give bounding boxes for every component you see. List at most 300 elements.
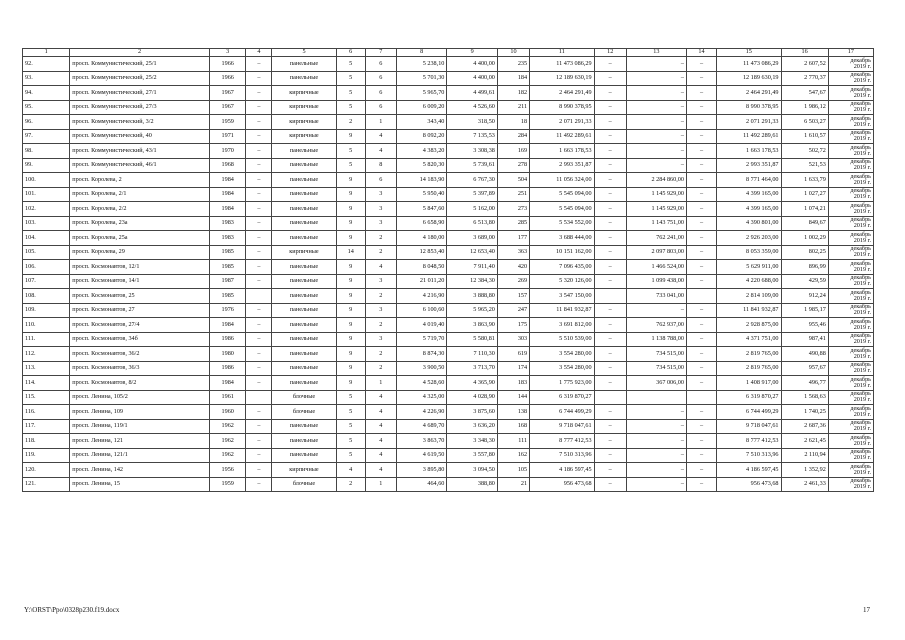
total-area-cell: 3 900,50 [396, 361, 447, 376]
total-area-cell: 6 100,60 [396, 303, 447, 318]
repair-cost-cell: 7 096 435,00 [530, 260, 594, 275]
floors-cell: 2 [336, 115, 365, 130]
repair-cost-cell: 956 473,68 [530, 477, 594, 492]
floors-cell: 9 [336, 187, 365, 202]
total-area-cell: 5 719,70 [396, 332, 447, 347]
cost-per-sqm-cell: 6 503,27 [781, 115, 828, 130]
entrances-cell: 4 [365, 448, 396, 463]
deadline-month: декабрь [850, 303, 871, 311]
deadline-year: 2019 г. [853, 396, 871, 404]
floors-cell: 5 [336, 434, 365, 449]
residents-cell: 285 [497, 216, 529, 231]
col-13-cell: – [626, 144, 686, 159]
table-row [23, 173, 874, 188]
total-area-cell: 4 226,90 [396, 405, 447, 420]
deadline-year: 2019 г. [853, 149, 871, 157]
col-4-cell: – [246, 129, 272, 144]
col-15-cell: 4 220 688,00 [717, 274, 781, 289]
col-4-cell [246, 289, 272, 304]
col-13-cell: – [626, 115, 686, 130]
floors-cell: 14 [336, 245, 365, 260]
table-row [23, 477, 874, 492]
floors-cell: 9 [336, 303, 365, 318]
deadline-month: декабрь [850, 129, 871, 137]
living-area-cell: 12 384,30 [447, 274, 498, 289]
wall-material-cell: панельные [272, 216, 336, 231]
address-cell: просп. Коммунистический, 25/2 [70, 71, 210, 86]
col-4-cell: – [246, 158, 272, 173]
cost-per-sqm-cell: 1 633,79 [781, 173, 828, 188]
deadline-month: декабрь [850, 288, 871, 296]
repair-cost-cell: 11 492 289,61 [530, 129, 594, 144]
col-15-cell: 6 319 870,27 [717, 390, 781, 405]
col-12-cell: – [594, 216, 626, 231]
col-15-cell: 2 928 875,00 [717, 318, 781, 333]
col-4-cell: – [246, 332, 272, 347]
deadline-year: 2019 г. [853, 91, 871, 99]
deadline-cell [828, 100, 873, 115]
floors-cell: 9 [336, 332, 365, 347]
year-built-cell: 1986 [209, 361, 246, 376]
residents-cell: 182 [497, 86, 529, 101]
repair-cost-cell: 12 189 630,19 [530, 71, 594, 86]
col-13-cell: 762 937,00 [626, 318, 686, 333]
col-12-cell: – [594, 187, 626, 202]
col-14-cell: – [686, 274, 716, 289]
col-12-cell: – [594, 129, 626, 144]
col-15-cell: 8 771 464,00 [717, 173, 781, 188]
deadline-year: 2019 г. [853, 338, 871, 346]
col-14-cell: – [686, 376, 716, 391]
deadline-cell [828, 318, 873, 333]
deadline-year: 2019 г. [853, 222, 871, 230]
total-area-cell: 4 325,00 [396, 390, 447, 405]
column-number-row [23, 49, 874, 57]
total-area-cell: 3 863,70 [396, 434, 447, 449]
cost-per-sqm-cell: 2 461,33 [781, 477, 828, 492]
col-15-cell: 2 814 109,00 [717, 289, 781, 304]
deadline-cell [828, 303, 873, 318]
table-row [23, 231, 874, 246]
year-built-cell: 1984 [209, 187, 246, 202]
living-area-cell: 3 689,00 [447, 231, 498, 246]
col-15-cell: 1 408 917,00 [717, 376, 781, 391]
living-area-cell: 3 348,30 [447, 434, 498, 449]
repair-cost-cell: 5 510 539,00 [530, 332, 594, 347]
col-13-cell: – [626, 86, 686, 101]
address-cell: просп. Коммунистический, 46/1 [70, 158, 210, 173]
table-row [23, 434, 874, 449]
deadline-month: декабрь [850, 245, 871, 253]
deadline-year: 2019 г. [853, 454, 871, 462]
col-12-cell: – [594, 231, 626, 246]
col-15-cell: 6 744 499,29 [717, 405, 781, 420]
living-area-cell: 3 308,38 [447, 144, 498, 159]
col-13-cell: 1 138 788,00 [626, 332, 686, 347]
address-cell: просп. Космонавтов, 25 [70, 289, 210, 304]
col-12-cell [594, 289, 626, 304]
col-12-cell: – [594, 376, 626, 391]
address-cell: просп. Ленина, 121 [70, 434, 210, 449]
year-built-cell: 1970 [209, 144, 246, 159]
col-4-cell: – [246, 419, 272, 434]
col-14-cell [686, 390, 716, 405]
total-area-cell: 6 658,90 [396, 216, 447, 231]
deadline-cell [828, 173, 873, 188]
col-14-cell: – [686, 332, 716, 347]
wall-material-cell: панельные [272, 260, 336, 275]
row-number-cell: 97. [23, 129, 70, 144]
deadline-year: 2019 г. [853, 265, 871, 273]
deadline-year: 2019 г. [853, 483, 871, 491]
deadline-cell [828, 71, 873, 86]
repair-cost-cell: 7 510 313,96 [530, 448, 594, 463]
col-12-cell: – [594, 202, 626, 217]
residents-cell: 162 [497, 448, 529, 463]
deadline-cell [828, 347, 873, 362]
total-area-cell: 4 383,20 [396, 144, 447, 159]
year-built-cell: 1966 [209, 71, 246, 86]
total-area-cell: 5 701,30 [396, 71, 447, 86]
wall-material-cell: панельные [272, 332, 336, 347]
cost-per-sqm-cell: 1 002,29 [781, 231, 828, 246]
deadline-year: 2019 г. [853, 410, 871, 418]
row-number-cell: 92. [23, 57, 70, 72]
year-built-cell: 1980 [209, 347, 246, 362]
residents-cell: 211 [497, 100, 529, 115]
wall-material-cell: кирпичные [272, 463, 336, 478]
table-body [23, 49, 874, 492]
col-15-cell: 4 371 751,00 [717, 332, 781, 347]
total-area-cell: 4 528,60 [396, 376, 447, 391]
residents-cell: 363 [497, 245, 529, 260]
deadline-month: декабрь [850, 361, 871, 369]
column-number-cell: 4 [246, 49, 272, 57]
address-cell: просп. Коммунистический, 40 [70, 129, 210, 144]
living-area-cell: 3 888,80 [447, 289, 498, 304]
address-cell: просп. Космонавтов, 36/2 [70, 347, 210, 362]
col-4-cell: – [246, 477, 272, 492]
col-4-cell: – [246, 434, 272, 449]
residents-cell: 303 [497, 332, 529, 347]
deadline-cell [828, 289, 873, 304]
deadline-year: 2019 г. [853, 178, 871, 186]
floors-cell: 5 [336, 86, 365, 101]
col-13-cell: 733 041,00 [626, 289, 686, 304]
deadline-month: декабрь [850, 404, 871, 412]
table-row [23, 187, 874, 202]
table-row [23, 115, 874, 130]
col-4-cell: – [246, 144, 272, 159]
column-number-cell: 5 [272, 49, 336, 57]
wall-material-cell: кирпичные [272, 115, 336, 130]
row-number-cell: 93. [23, 71, 70, 86]
address-cell: просп. Королева, 25а [70, 231, 210, 246]
row-number-cell: 108. [23, 289, 70, 304]
column-number-cell: 1 [23, 49, 70, 57]
col-12-cell: – [594, 347, 626, 362]
deadline-month: декабрь [850, 158, 871, 166]
deadline-year: 2019 г. [853, 236, 871, 244]
col-4-cell: – [246, 376, 272, 391]
living-area-cell: 7 911,40 [447, 260, 498, 275]
deadline-month: декабрь [850, 477, 871, 485]
deadline-month: декабрь [850, 172, 871, 180]
address-cell: просп. Ленина, 119/1 [70, 419, 210, 434]
address-cell: просп. Королева, 2 [70, 173, 210, 188]
total-area-cell: 6 009,20 [396, 100, 447, 115]
address-cell: просп. Коммунистический, 3/2 [70, 115, 210, 130]
year-built-cell: 1971 [209, 129, 246, 144]
cost-per-sqm-cell: 849,67 [781, 216, 828, 231]
entrances-cell: 4 [365, 463, 396, 478]
repair-cost-cell: 8 777 412,53 [530, 434, 594, 449]
address-cell: просп. Космонавтов, 12/1 [70, 260, 210, 275]
residents-cell: 269 [497, 274, 529, 289]
residents-cell: 111 [497, 434, 529, 449]
living-area-cell: 4 499,61 [447, 86, 498, 101]
col-12-cell: – [594, 419, 626, 434]
total-area-cell: 343,40 [396, 115, 447, 130]
wall-material-cell: панельные [272, 202, 336, 217]
column-number-cell: 9 [447, 49, 498, 57]
col-15-cell: 2 071 291,33 [717, 115, 781, 130]
row-number-cell: 116. [23, 405, 70, 420]
col-15-cell: 956 473,68 [717, 477, 781, 492]
deadline-year: 2019 г. [853, 193, 871, 201]
entrances-cell: 2 [365, 361, 396, 376]
entrances-cell: 1 [365, 376, 396, 391]
repair-cost-cell: 11 056 324,00 [530, 173, 594, 188]
deadline-year: 2019 г. [853, 164, 871, 172]
row-number-cell: 114. [23, 376, 70, 391]
col-14-cell: – [686, 187, 716, 202]
deadline-month: декабрь [850, 274, 871, 282]
address-cell: просп. Коммунистический, 27/1 [70, 86, 210, 101]
total-area-cell: 4 180,00 [396, 231, 447, 246]
col-12-cell: – [594, 158, 626, 173]
address-cell: просп. Коммунистический, 43/1 [70, 144, 210, 159]
cost-per-sqm-cell: 1 985,17 [781, 303, 828, 318]
col-15-cell: 5 629 911,00 [717, 260, 781, 275]
living-area-cell: 4 400,00 [447, 57, 498, 72]
col-15-cell: 2 464 291,49 [717, 86, 781, 101]
repair-cost-cell: 5 534 552,00 [530, 216, 594, 231]
column-number-cell: 7 [365, 49, 396, 57]
table-row [23, 202, 874, 217]
col-13-cell: – [626, 100, 686, 115]
residents-cell: 184 [497, 71, 529, 86]
total-area-cell: 4 019,40 [396, 318, 447, 333]
deadline-cell [828, 144, 873, 159]
repair-cost-cell: 5 545 094,00 [530, 187, 594, 202]
row-number-cell: 102. [23, 202, 70, 217]
deadline-cell [828, 202, 873, 217]
address-cell: просп. Ленина, 15 [70, 477, 210, 492]
deadline-year: 2019 г. [853, 309, 871, 317]
col-4-cell: – [246, 57, 272, 72]
deadline-cell [828, 86, 873, 101]
wall-material-cell: кирпичные [272, 129, 336, 144]
residents-cell: 235 [497, 57, 529, 72]
wall-material-cell: панельные [272, 347, 336, 362]
total-area-cell: 8 048,50 [396, 260, 447, 275]
entrances-cell: 4 [365, 390, 396, 405]
deadline-month: декабрь [850, 187, 871, 195]
col-4-cell: – [246, 260, 272, 275]
entrances-cell: 4 [365, 405, 396, 420]
residents-cell: 169 [497, 144, 529, 159]
living-area-cell: 4 526,60 [447, 100, 498, 115]
col-12-cell [594, 390, 626, 405]
deadline-month: декабрь [850, 100, 871, 108]
col-12-cell: – [594, 303, 626, 318]
cost-per-sqm-cell: 957,67 [781, 361, 828, 376]
cost-per-sqm-cell: 1 074,21 [781, 202, 828, 217]
deadline-month: декабрь [850, 71, 871, 79]
entrances-cell: 6 [365, 86, 396, 101]
page-number: 17 [863, 606, 870, 614]
address-cell: просп. Космонавтов, 8/2 [70, 376, 210, 391]
wall-material-cell: панельные [272, 274, 336, 289]
entrances-cell: 3 [365, 332, 396, 347]
floors-cell: 5 [336, 158, 365, 173]
repair-cost-cell: 1 663 178,53 [530, 144, 594, 159]
wall-material-cell: кирпичные [272, 100, 336, 115]
col-4-cell: – [246, 100, 272, 115]
year-built-cell: 1967 [209, 100, 246, 115]
repair-cost-cell: 1 775 923,00 [530, 376, 594, 391]
table-row [23, 216, 874, 231]
cost-per-sqm-cell: 2 770,37 [781, 71, 828, 86]
col-12-cell: – [594, 463, 626, 478]
col-4-cell [246, 390, 272, 405]
repair-cost-cell: 8 990 378,95 [530, 100, 594, 115]
entrances-cell: 2 [365, 289, 396, 304]
wall-material-cell: панельные [272, 173, 336, 188]
deadline-cell [828, 260, 873, 275]
year-built-cell: 1987 [209, 274, 246, 289]
address-cell: просп. Ленина, 109 [70, 405, 210, 420]
col-13-cell: 734 515,00 [626, 347, 686, 362]
deadline-cell [828, 376, 873, 391]
col-15-cell: 12 189 630,19 [717, 71, 781, 86]
floors-cell: 5 [336, 419, 365, 434]
living-area-cell: 3 875,60 [447, 405, 498, 420]
table-row [23, 463, 874, 478]
year-built-cell: 1959 [209, 477, 246, 492]
col-15-cell: 11 492 289,61 [717, 129, 781, 144]
year-built-cell: 1984 [209, 173, 246, 188]
floors-cell: 9 [336, 173, 365, 188]
total-area-cell: 5 820,30 [396, 158, 447, 173]
floors-cell: 9 [336, 260, 365, 275]
entrances-cell: 2 [365, 231, 396, 246]
wall-material-cell: панельные [272, 289, 336, 304]
residents-cell: 284 [497, 129, 529, 144]
floors-cell: 9 [336, 361, 365, 376]
col-13-cell: – [626, 463, 686, 478]
col-14-cell: – [686, 86, 716, 101]
row-number-cell: 120. [23, 463, 70, 478]
year-built-cell: 1961 [209, 390, 246, 405]
cost-per-sqm-cell: 429,59 [781, 274, 828, 289]
col-15-cell: 4 399 165,00 [717, 202, 781, 217]
col-12-cell: – [594, 86, 626, 101]
col-4-cell: – [246, 86, 272, 101]
table-row [23, 419, 874, 434]
col-13-cell [626, 390, 686, 405]
col-12-cell: – [594, 260, 626, 275]
footer-file-path: Y:\ORST\Ppo\0328p230.f19.docx [24, 606, 120, 614]
col-15-cell: 4 399 165,00 [717, 187, 781, 202]
col-13-cell: – [626, 419, 686, 434]
deadline-year: 2019 г. [853, 280, 871, 288]
column-number-cell: 12 [594, 49, 626, 57]
column-number-cell: 14 [686, 49, 716, 57]
col-4-cell: – [246, 216, 272, 231]
col-4-cell: – [246, 274, 272, 289]
deadline-cell [828, 129, 873, 144]
floors-cell: 9 [336, 274, 365, 289]
total-area-cell: 4 216,90 [396, 289, 447, 304]
col-13-cell: 1 145 929,00 [626, 187, 686, 202]
floors-cell: 2 [336, 477, 365, 492]
deadline-cell [828, 463, 873, 478]
floors-cell: 5 [336, 448, 365, 463]
table-row [23, 71, 874, 86]
col-12-cell: – [594, 318, 626, 333]
table-row [23, 332, 874, 347]
row-number-cell: 111. [23, 332, 70, 347]
entrances-cell: 6 [365, 71, 396, 86]
entrances-cell: 4 [365, 434, 396, 449]
deadline-month: декабрь [850, 448, 871, 456]
table-row [23, 158, 874, 173]
floors-cell: 9 [336, 216, 365, 231]
table-row [23, 100, 874, 115]
total-area-cell: 8 874,30 [396, 347, 447, 362]
total-area-cell: 21 011,20 [396, 274, 447, 289]
cost-per-sqm-cell: 955,46 [781, 318, 828, 333]
row-number-cell: 96. [23, 115, 70, 130]
entrances-cell: 2 [365, 318, 396, 333]
col-4-cell: – [246, 318, 272, 333]
residents-cell: 504 [497, 173, 529, 188]
col-14-cell: – [686, 71, 716, 86]
cost-per-sqm-cell: 1 352,92 [781, 463, 828, 478]
table-row [23, 274, 874, 289]
floors-cell: 5 [336, 100, 365, 115]
entrances-cell: 4 [365, 144, 396, 159]
cost-per-sqm-cell: 1 740,25 [781, 405, 828, 420]
total-area-cell: 12 853,40 [396, 245, 447, 260]
entrances-cell: 6 [365, 173, 396, 188]
residents-cell: 105 [497, 463, 529, 478]
row-number-cell: 105. [23, 245, 70, 260]
column-number-cell: 3 [209, 49, 246, 57]
wall-material-cell: кирпичные [272, 245, 336, 260]
deadline-cell [828, 332, 873, 347]
table-row [23, 303, 874, 318]
total-area-cell: 4 619,50 [396, 448, 447, 463]
cost-per-sqm-cell: 802,25 [781, 245, 828, 260]
column-number-cell: 11 [530, 49, 594, 57]
repair-cost-cell: 5 545 094,00 [530, 202, 594, 217]
cost-per-sqm-cell: 490,88 [781, 347, 828, 362]
row-number-cell: 103. [23, 216, 70, 231]
deadline-year: 2019 г. [853, 106, 871, 114]
